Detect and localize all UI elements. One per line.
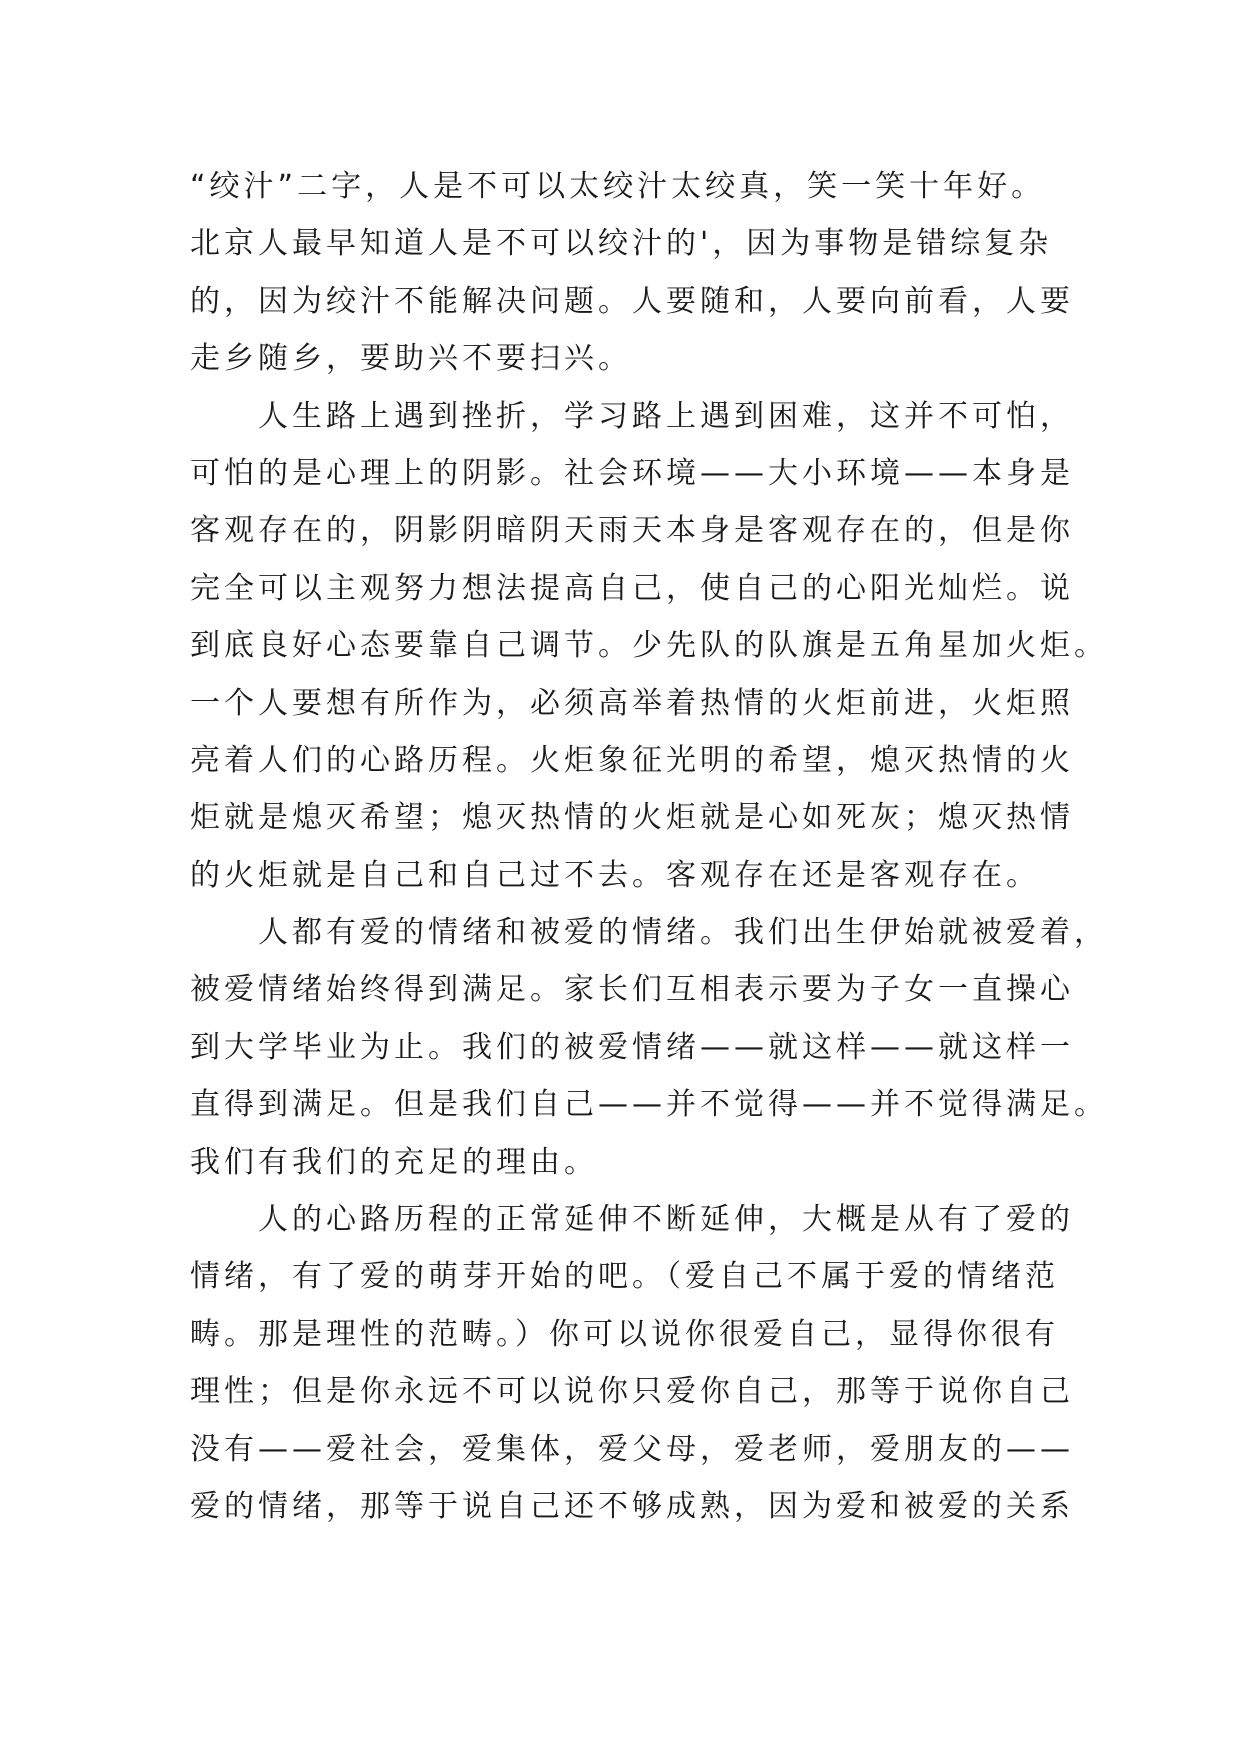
body-text <box>190 158 1108 1535</box>
paragraph-start-line: 人的心路历程的正常延伸不断延伸，大概是从有了爱的 <box>258 1202 1074 1238</box>
text-line: 到大学毕业为止。我们的被爱情绪——就这样——就这样一 <box>190 1029 1074 1065</box>
text-line: 完全可以主观努力想法提高自己，使自己的心阳光灿烂。说 <box>190 570 1074 606</box>
text-line: 亮着人们的心路历程。火炬象征光明的希望，熄灭热情的火 <box>190 742 1074 778</box>
text-line: 爱的情绪，那等于说自己还不够成熟，因为爱和被爱的关系 <box>190 1488 1074 1524</box>
text-line: 的，因为绞汁不能解决问题。人要随和，人要向前看，人要 <box>190 283 1074 319</box>
text-line: “绞汁”二字，人是不可以太绞汁太绞真，笑一笑十年好。 <box>190 169 1046 204</box>
paragraph-start-line: 人都有爱的情绪和被爱的情绪。我们出生伊始就被爱着， <box>258 915 1108 951</box>
text-line: 情绪，有了爱的萌芽开始的吧。（爱自己不属于爱的情绪范 <box>190 1259 1059 1295</box>
text-line: 我们有我们的充足的理由。 <box>190 1144 598 1180</box>
text-line: 走乡随乡，要助兴不要扫兴。 <box>190 341 632 377</box>
text-line: 畴。那是理性的范畴。）你可以说你很爱自己，显得你很有 <box>190 1316 1059 1352</box>
text-line: 一个人要想有所作为，必须高举着热情的火炬前进，火炬照 <box>190 685 1074 721</box>
text-line: 客观存在的，阴影阴暗阴天雨天本身是客观存在的，但是你 <box>190 513 1074 549</box>
text-line: 炬就是熄灭希望；熄灭热情的火炬就是心如死灰；熄灭热情 <box>190 800 1074 836</box>
text-line: 北京人最早知道人是不可以绞汁的'，因为事物是错综复杂 <box>190 226 1053 262</box>
text-line: 可怕的是心理上的阴影。社会环境——大小环境——本身是 <box>190 455 1074 491</box>
text-line: 直得到满足。但是我们自己——并不觉得——并不觉得满足。 <box>190 1087 1108 1123</box>
text-line: 没有——爱社会，爱集体，爱父母，爱老师，爱朋友的—— <box>190 1431 1074 1467</box>
text-line: 被爱情绪始终得到满足。家长们互相表示要为子女一直操心 <box>190 972 1074 1008</box>
text-line: 的火炬就是自己和自己过不去。客观存在还是客观存在。 <box>190 857 1040 893</box>
text-line: 到底良好心态要靠自己调节。少先队的队旗是五角星加火炬。 <box>190 628 1108 664</box>
paragraph-start-line: 人生路上遇到挫折，学习路上遇到困难，这并不可怕， <box>258 398 1074 434</box>
text-line: 理性；但是你永远不可以说你只爱你自己，那等于说你自己 <box>190 1374 1074 1410</box>
